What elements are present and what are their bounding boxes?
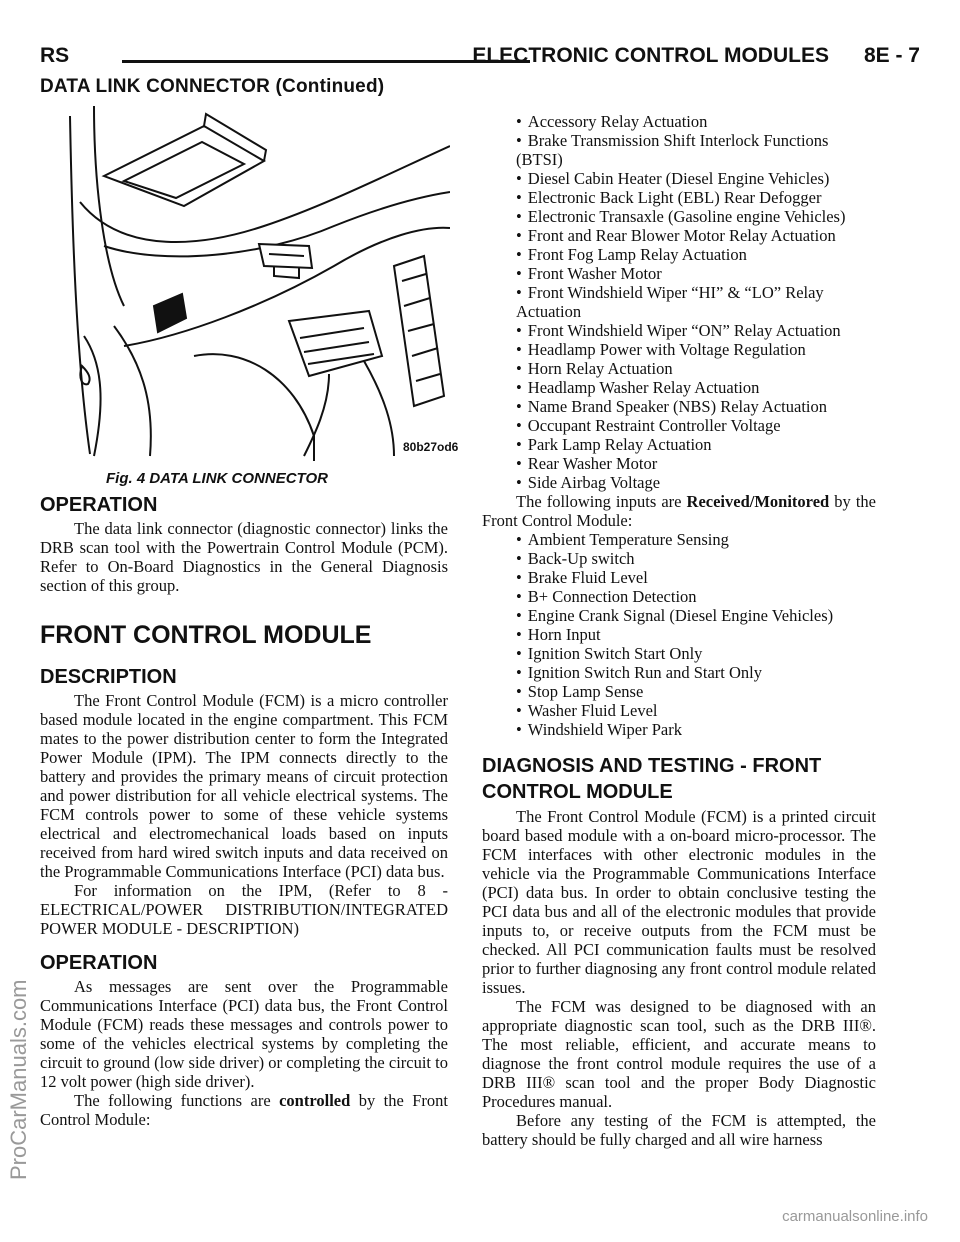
- watermark: ProCarManuals.com: [6, 979, 31, 1180]
- controlled-function-item: [482, 169, 876, 188]
- front-control-module-heading: FRONT CONTROL MODULE: [40, 621, 372, 649]
- controlled-function-item: [482, 397, 876, 416]
- monitored-input-item: [482, 530, 876, 549]
- controlled-function-item-text: Electronic Transaxle (Gasoline engine Vehicles): [527, 207, 846, 226]
- inputs-intro-emphasis: Received/Monitored: [686, 492, 830, 511]
- header-title: ELECTRONIC CONTROL MODULES 8E - 7: [472, 44, 920, 67]
- monitored-input-item-text: Back-Up switch: [527, 549, 635, 568]
- bullet: •: [516, 549, 522, 568]
- controlled-function-item-text: Occupant Restraint Controller Voltage: [527, 416, 781, 435]
- bullet: •: [516, 701, 522, 720]
- monitored-input-item-text: Horn Input: [527, 625, 601, 644]
- bullet: •: [516, 473, 522, 492]
- controlled-function-item: [482, 131, 876, 169]
- bullet: •: [516, 454, 522, 473]
- bullet: •: [516, 568, 522, 587]
- bullet: •: [516, 720, 522, 739]
- continued-title: DATA LINK CONNECTOR (Continued): [40, 76, 385, 97]
- operation-heading-2: OPERATION: [40, 952, 158, 974]
- controlled-function-item: [482, 207, 876, 226]
- controlled-function-item: [482, 112, 876, 131]
- controlled-function-item-text: Headlamp Washer Relay Actuation: [527, 378, 760, 397]
- controlled-function-item-text: Headlamp Power with Voltage Regulation: [527, 340, 806, 359]
- controlled-function-item: [482, 416, 876, 435]
- monitored-input-item-text: Stop Lamp Sense: [527, 682, 644, 701]
- bullet: •: [516, 359, 522, 378]
- controlled-function-item-text: Front Windshield Wiper “HI” & “LO” Relay Actuation: [516, 283, 824, 321]
- bullet: •: [516, 321, 522, 340]
- controlled-function-item-text: Name Brand Speaker (NBS) Relay Actuation: [527, 397, 827, 416]
- header-rule: [122, 60, 530, 63]
- diagnosis-paragraph-3: Before any testing of the FCM is attempted, the battery should be fully charged and all wire harness: [482, 1111, 876, 1149]
- controlled-function-item-text: Accessory Relay Actuation: [527, 112, 708, 131]
- monitored-input-item: [482, 549, 876, 568]
- diagnosis-heading: DIAGNOSIS AND TESTING - FRONT CONTROL MODULE: [482, 755, 822, 803]
- bullet: •: [516, 606, 522, 625]
- figure-caption: Fig. 4 DATA LINK CONNECTOR: [106, 470, 328, 487]
- monitored-input-item-text: Brake Fluid Level: [527, 568, 648, 587]
- bullet: •: [516, 226, 522, 245]
- bullet: •: [516, 644, 522, 663]
- controlled-function-item-text: Rear Washer Motor: [527, 454, 658, 473]
- monitored-input-item-text: B+ Connection Detection: [527, 587, 697, 606]
- bullet: •: [516, 435, 522, 454]
- monitored-input-item-text: Washer Fluid Level: [527, 701, 658, 720]
- bullet: •: [516, 112, 522, 131]
- bullet: •: [516, 131, 522, 150]
- inputs-intro-text: The following inputs are: [516, 492, 687, 511]
- description-heading: DESCRIPTION: [40, 666, 177, 688]
- description-paragraph-1: The Front Control Module (FCM) is a micro controller based module located in the engine compartment. This FCM mates to the power distribution center to form the Integrated Power Module (IPM). The IPM connects directly to the battery and provides the primary means of circuit protection and power distribution for all vehicle electrical systems. The FCM controls power to some of these vehicle systems electrical and electromechanical loads based on inputs received from hard wired switch inputs and data received on the Programmable Communications Interface (PCI) data bus.: [40, 691, 448, 881]
- bullet: •: [516, 397, 522, 416]
- controlled-function-item-text: Park Lamp Relay Actuation: [527, 435, 712, 454]
- controlled-function-item-text: Brake Transmission Shift Interlock Functions (BTSI): [516, 131, 829, 169]
- monitored-input-item: [482, 701, 876, 720]
- monitored-inputs-list: [482, 530, 876, 739]
- bullet: •: [516, 188, 522, 207]
- bullet: •: [516, 340, 522, 359]
- page-header: [40, 44, 920, 76]
- monitored-input-item: [482, 568, 876, 587]
- inputs-intro-tail: by the Front Control Module:: [482, 492, 876, 530]
- operation-heading-1: OPERATION: [40, 494, 158, 516]
- controlled-function-item-text: Front Washer Motor: [527, 264, 662, 283]
- bullet: •: [516, 169, 522, 188]
- monitored-input-item-text: Ignition Switch Run and Start Only: [527, 663, 762, 682]
- controlled-function-item-text: Diesel Cabin Heater (Diesel Engine Vehicles): [527, 169, 830, 188]
- controlled-function-item-text: Electronic Back Light (EBL) Rear Defogger: [527, 188, 822, 207]
- monitored-input-item: [482, 644, 876, 663]
- monitored-input-item-text: Ignition Switch Start Only: [527, 644, 703, 663]
- monitored-input-item: [482, 682, 876, 701]
- controlled-function-item-text: Front and Rear Blower Motor Relay Actuation: [527, 226, 836, 245]
- functions-intro-text: The following functions are: [74, 1091, 280, 1110]
- bullet: •: [516, 283, 522, 302]
- controlled-function-item: [482, 245, 876, 264]
- description-paragraph-2: For information on the IPM, (Refer to 8 - ELECTRICAL/POWER DISTRIBUTION/INTEGRATED POWER MODULE - DESCRIPTION): [40, 881, 448, 938]
- bullet: •: [516, 416, 522, 435]
- left-column: [40, 494, 448, 1129]
- controlled-function-item-text: Horn Relay Actuation: [527, 359, 673, 378]
- controlled-function-item-text: Front Windshield Wiper “ON” Relay Actuation: [527, 321, 841, 340]
- monitored-input-item: [482, 720, 876, 739]
- bullet: •: [516, 663, 522, 682]
- monitored-input-item: [482, 625, 876, 644]
- monitored-input-item: [482, 663, 876, 682]
- controlled-function-item: [482, 454, 876, 473]
- controlled-function-item-text: Side Airbag Voltage: [527, 473, 661, 492]
- functions-intro-emphasis: controlled: [279, 1091, 351, 1110]
- monitored-input-item-text: Engine Crank Signal (Diesel Engine Vehicles): [527, 606, 834, 625]
- bullet: •: [516, 264, 522, 283]
- monitored-input-item: [482, 606, 876, 625]
- bullet: •: [516, 245, 522, 264]
- controlled-function-item: [482, 473, 876, 492]
- operation-paragraph-2: As messages are sent over the Programmable Communications Interface (PCI) data bus, the Front Control Module (FCM) reads these messages and controls power to some of the vehicles electrical systems by completing the circuit to ground (low side driver) or completing the circuit to 12 volt power (high side driver).: [40, 977, 448, 1091]
- controlled-function-item: [482, 283, 876, 321]
- controlled-function-item: [482, 264, 876, 283]
- inputs-intro: [482, 492, 876, 530]
- right-column: [482, 112, 876, 1149]
- bullet: •: [516, 682, 522, 701]
- controlled-function-item: [482, 378, 876, 397]
- controlled-function-item: [482, 340, 876, 359]
- monitored-input-item-text: Windshield Wiper Park: [527, 720, 682, 739]
- bullet: •: [516, 378, 522, 397]
- bullet: •: [516, 207, 522, 226]
- data-link-connector-illustration: [64, 106, 450, 461]
- controlled-function-item: [482, 435, 876, 454]
- controlled-function-item: [482, 188, 876, 207]
- controlled-function-item: [482, 359, 876, 378]
- functions-intro: [40, 1091, 448, 1129]
- footer-watermark: carmanualsonline.info: [782, 1208, 928, 1225]
- bullet: •: [516, 587, 522, 606]
- monitored-input-item-text: Ambient Temperature Sensing: [527, 530, 729, 549]
- controlled-function-item: [482, 321, 876, 340]
- diagnosis-paragraph-1: The Front Control Module (FCM) is a printed circuit board based module with a on-board micro-processor. The FCM interfaces with other electronic modules in the vehicle via the Programmable Communications Interface (PCI) data bus. In order to obtain conclusive testing the PCI data bus and all of the electronic modules that provide inputs to, or receive outputs from the FCM must be checked. All PCI communication faults must be resolved prior to further diagnosing any front control module related issues.: [482, 807, 876, 997]
- functions-intro-tail: by the Front Control Module:: [40, 1091, 448, 1129]
- operation-paragraph-1: The data link connector (diagnostic connector) links the DRB scan tool with the Powertrain Control Module (PCM). Refer to On-Board Diagnostics in the General Diagnosis section of this group.: [40, 519, 448, 595]
- figure-code: 80b27od6: [403, 440, 459, 454]
- diagnosis-paragraph-2: The FCM was designed to be diagnosed with an appropriate diagnostic scan tool, such as the DRB III®. The most reliable, efficient, and accurate means to diagnose the front control module requires the use of a DRB III® scan tool and the proper Body Diagnostic Procedures manual.: [482, 997, 876, 1111]
- controlled-functions-list: [482, 112, 876, 492]
- controlled-function-item-text: Front Fog Lamp Relay Actuation: [527, 245, 747, 264]
- controlled-function-item: [482, 226, 876, 245]
- bullet: •: [516, 530, 522, 549]
- bullet: •: [516, 625, 522, 644]
- header-section-code: RS: [40, 44, 70, 67]
- monitored-input-item: [482, 587, 876, 606]
